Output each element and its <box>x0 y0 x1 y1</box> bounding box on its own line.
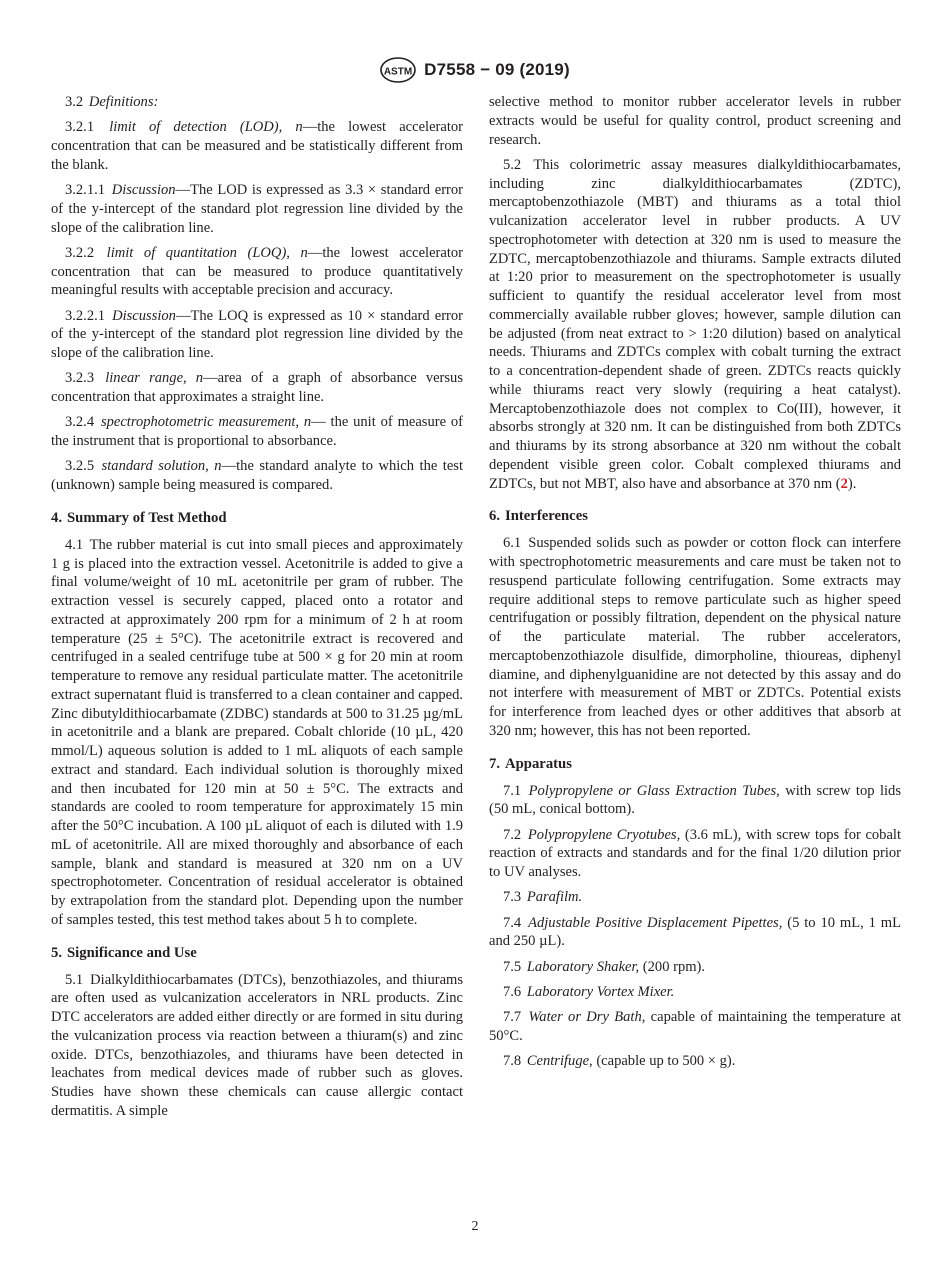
apparatus-term: Laboratory Vortex Mixer. <box>526 983 675 1000</box>
reference-link[interactable]: 2 <box>840 475 848 492</box>
paragraph-text: Suspended solids such as powder or cotton flock can interfere with spectrophotometric measurements and care must be taken not to resuspend particulate following centrifugation. Some extracts may require additional steps to remove particulate such as higher speed centrifugation or possibly filtration, dependent on the physical nature of the particulate material. The rubber accelerators, mercaptobenzothiazole disulfide, dimorpholine, thioureas, diphenyl diamine, and diphenylguanidine are not detected by this assay and do not interfere with measurement of MBT or ZDTCs. Potential exists for interference from leached dyes or other additives that absorb at 320 nm; however, this has not been reported. <box>489 535 901 739</box>
section-7-3 <box>489 888 901 907</box>
heading-section-4 <box>51 509 463 528</box>
definition-text: —the lowest accelerator concentration that can be measured to produce quantitatively meaningful results with acceptable precision and accuracy. <box>51 244 464 299</box>
section-7-5 <box>489 958 901 977</box>
defined-term: Discussion <box>112 307 176 324</box>
section-6-1 <box>489 534 901 740</box>
defined-term: Discussion <box>111 182 176 198</box>
paragraph-text: This colorimetric assay measures dialkyldithiocarbamates, including zinc dialkyldithiocarbamates (ZDTC), mercaptobenzothiazole (MBT) and thiurams as a total thiol vulcanization accelerator level in rubber products. A UV spectrophotometer with detection at 320 nm is used to measure the ZDTC, mercaptobenzothiazole and thiurams. Sample extracts diluted at 1:20 prior to measurement on the spectrophotometer is usually sufficient to quantify the residual accelerator level from most commercially available rubber gloves; however, sample dilution can be adjusted (from neat extract to > 1:20 dilution) based on analytical needs. Thiurams and ZDTCs complex with cobalt turning the extract to a concentration-dependent shade of green. ZDTCs reacts quickly while thiurams react very slowly (requiring a heat catalyst). Mercaptobenzothiazole does not complex to Co(III), however, it absorbs strongly at 320 nm. It can be distinguished from both ZDTCs and thiurams by its strong absorbance at 320 nm without the cobalt dependent visible green color. Cobalt complexed thiurams and ZDTCs, but not MBT, also have and absorbance at 370 nm ( <box>489 156 901 492</box>
section-title: Definitions: <box>88 94 159 110</box>
paragraph-text: Dialkyldithiocarbamates (DTCs), benzothiazoles, and thiurams are often used as vulcanization accelerators in NRL products. Zinc DTC accelerators are added either directly or are formed in situ during the vulcanization process via reaction between a thiuram(s) and zinc oxide. DTCs, benzothiazoles, and thiurams have been detected in leachates from medical devices made of rubber such as gloves. Studies have shown these chemicals can cause allergic contact dermatitis. A simple <box>51 971 463 1119</box>
defined-term: spectrophotometric measurement, n <box>100 414 312 431</box>
heading-number: 5. <box>51 944 63 961</box>
section-7-6 <box>489 983 901 1002</box>
apparatus-text: capable of maintaining the temperature at 50°C. <box>489 1009 902 1044</box>
section-number: 5.1 <box>65 971 84 988</box>
section-number: 3.2.1.1 <box>65 182 106 198</box>
section-3-2-1 <box>51 118 463 174</box>
section-number: 3.2.4 <box>65 414 95 431</box>
heading-title: Summary of Test Method <box>67 509 227 526</box>
apparatus-text: (5 to 10 mL, 1 mL and 250 µL). <box>489 914 901 950</box>
section-number: 5.2 <box>503 156 522 173</box>
document-designation: D7558 − 09 (2019) <box>424 60 570 79</box>
section-number: 3.2.5 <box>65 458 95 475</box>
definition-text: — the unit of measure of the instrument that is proportional to absorbance. <box>51 414 463 449</box>
section-5-1 <box>51 971 463 1121</box>
apparatus-text: (3.6 mL), with screw tops for cobalt reaction of extracts and standards and for the final 1/20 dilution prior to UV analyses. <box>489 826 901 880</box>
apparatus-term: Polypropylene Cryotubes, <box>527 826 681 843</box>
section-number: 3.2 <box>65 94 84 110</box>
heading-section-6 <box>489 507 901 526</box>
page-header <box>0 56 950 84</box>
section-number: 4.1 <box>65 536 84 553</box>
section-number: 7.2 <box>503 826 522 843</box>
apparatus-text: (200 rpm). <box>639 958 706 975</box>
section-5-1-continued: selective method to monitor rubber accelerator levels in rubber extracts would be useful for quality control, product screening and research. <box>489 94 901 148</box>
paragraph-text-end: ). <box>847 475 857 492</box>
section-number: 3.2.1 <box>65 119 95 136</box>
section-number: 7.4 <box>503 914 522 931</box>
section-7-4 <box>489 914 901 952</box>
section-5-2 <box>489 156 901 494</box>
apparatus-text: with screw top lids (50 mL, conical bottom). <box>489 782 901 818</box>
section-number: 7.3 <box>503 889 522 906</box>
section-7-8 <box>489 1052 901 1071</box>
section-number: 6.1 <box>503 535 522 552</box>
defined-term: limit of quantitation (LOQ), n <box>106 244 308 261</box>
heading-number: 7. <box>489 755 501 772</box>
section-number: 3.2.2.1 <box>65 307 106 324</box>
section-3-2 <box>51 93 463 112</box>
apparatus-term: Water or Dry Bath, <box>528 1009 646 1025</box>
apparatus-term: Polypropylene or Glass Extraction Tubes, <box>528 782 780 799</box>
heading-number: 4. <box>51 509 63 526</box>
heading-title: Significance and Use <box>67 944 197 961</box>
section-7-7 <box>489 1008 901 1046</box>
section-number: 3.2.2 <box>65 244 95 261</box>
heading-title: Interferences <box>505 508 588 525</box>
heading-number: 6. <box>489 508 501 525</box>
apparatus-term: Laboratory Shaker, <box>526 958 640 975</box>
section-number: 7.7 <box>503 1009 522 1025</box>
section-7-2 <box>489 826 901 882</box>
apparatus-term: Parafilm. <box>526 889 583 906</box>
section-7-1 <box>489 782 901 820</box>
section-3-2-5 <box>51 457 463 495</box>
section-number: 7.8 <box>503 1053 522 1069</box>
heading-section-5 <box>51 944 463 963</box>
section-number: 3.2.3 <box>65 370 95 387</box>
definition-text: —The LOQ is expressed as 10 × standard error of the y-intercept of the standard plot regression line divided by the slope of the calibration line. <box>51 307 464 361</box>
apparatus-term: Centrifuge, <box>526 1053 593 1069</box>
section-3-2-1-1 <box>51 181 463 237</box>
section-3-2-2 <box>51 244 463 300</box>
section-4-1 <box>51 536 463 930</box>
defined-term: linear range, n <box>105 370 204 387</box>
definition-text: —the standard analyte to which the test (unknown) sample being measured is compared. <box>51 458 463 493</box>
section-3-2-3 <box>51 369 463 407</box>
paragraph-text: The rubber material is cut into small pieces and approximately 1 g is placed into the extraction vessel. Acetonitrile is added to give a final volume/weight of 10 mL acetonitrile per gram of rubber. The extraction vessel is securely capped, placed onto a rotator and extracted at approximately 200 rpm for a minimum of 2 h at room temperature (25 ± 5°C). The acetonitrile extract is recovered and centrifuged in a sealed centrifuge tube at 500 × g for 20 min at room temperature to remove any residual particulate matter. The acetonitrile extract supernatant fluid is transferred to a clean container and capped. Zinc dibutyldithiocarbamate (ZDBC) standards at 500 to 31.25 µg/mL in acetonitrile and a blank are prepared. Cobalt chloride (10 µL, 420 mmol/L) aqueous solution is added to 1 mL aliquots of each sample extract and standard. Each individual solution is thoroughly mixed and then incubated for 120 min at 50 ± 5°C. The extracts and standards are cooled to room temperature for approximately 15 min after the 50°C incubation. A 100 µL aliquot of each is diluted with 1.9 mL of acetonitrile. All are mixed thoroughly and absorbance of each sample, blank and standard is measured at 320 nm on a UV spectrophotometer. Concentration of residual accelerator is obtained by extrapolation from the standard plot. Depending upon the number of samples tested, this test method takes about 5 h to complete. <box>51 536 463 928</box>
definition-text: —the lowest accelerator concentration that can be measured and be statistically different from the blank. <box>51 119 463 173</box>
astm-logo-text: ASTM <box>384 66 413 78</box>
apparatus-term: Adjustable Positive Displacement Pipettes, <box>528 914 783 931</box>
definition-text: —area of a graph of absorbance versus concentration that approximates a straight line. <box>51 370 463 405</box>
heading-section-7 <box>489 755 901 774</box>
section-3-2-4 <box>51 413 463 451</box>
definition-text: —The LOD is expressed as 3.3 × standard error of the y-intercept of the standard plot regression line divided by the slope of the calibration line. <box>51 182 464 236</box>
section-3-2-2-1 <box>51 307 463 363</box>
heading-title: Apparatus <box>505 755 572 772</box>
right-column <box>489 93 901 1077</box>
page-number: 2 <box>471 1219 479 1234</box>
section-number: 7.5 <box>503 958 522 975</box>
defined-term: limit of detection (LOD), n <box>109 119 303 136</box>
section-number: 7.6 <box>503 983 522 1000</box>
apparatus-text: (capable up to 500 × g). <box>592 1053 736 1069</box>
astm-logo-icon <box>380 57 416 83</box>
section-number: 7.1 <box>503 782 522 799</box>
defined-term: standard solution, n <box>101 458 222 475</box>
left-column <box>51 93 463 1127</box>
